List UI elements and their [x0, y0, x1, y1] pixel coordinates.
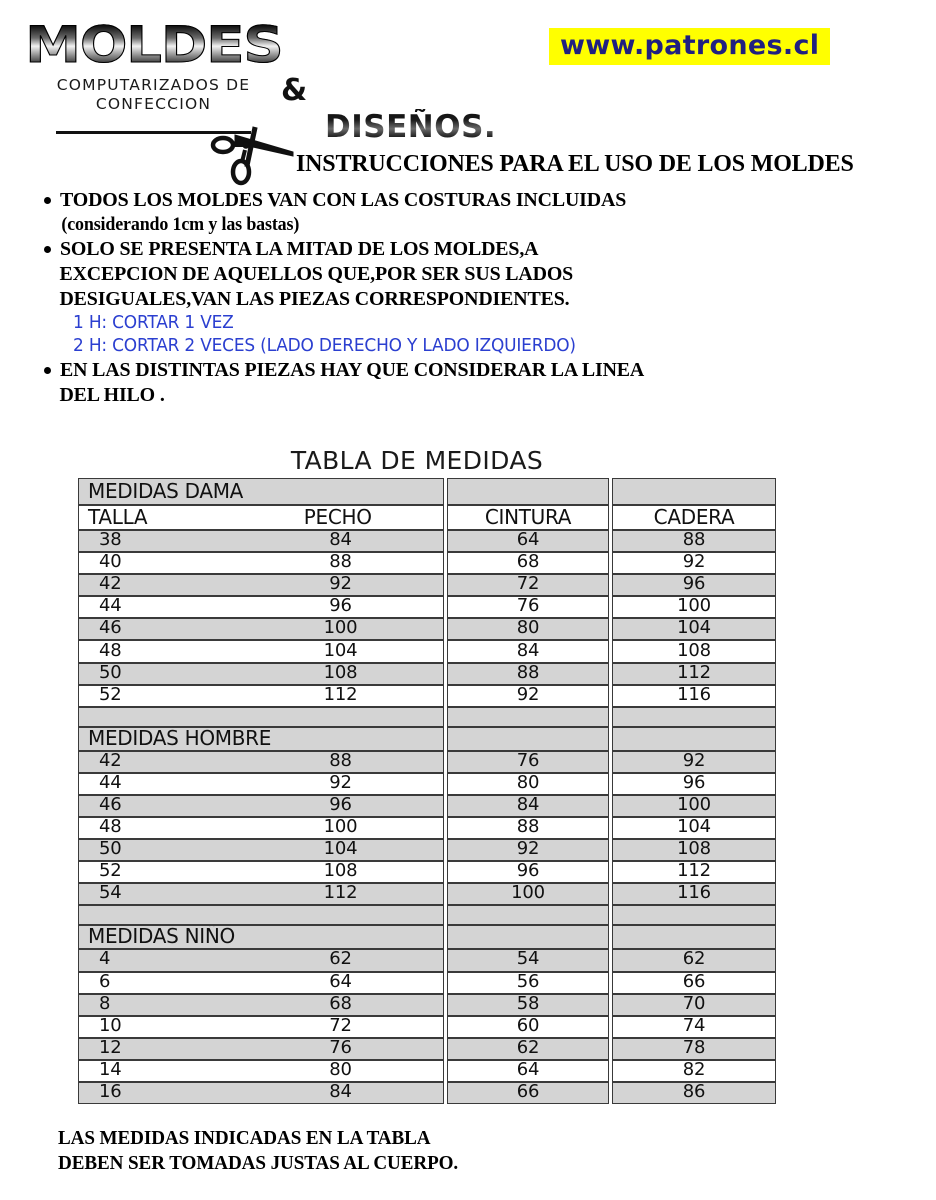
- cell-cintura-value: 60: [516, 1015, 540, 1036]
- cell-cadera: [612, 1060, 776, 1082]
- cell-talla-pecho: [78, 1038, 444, 1060]
- cell-cadera: [612, 839, 776, 861]
- cell-cadera-value: 86: [682, 1081, 706, 1103]
- measurement-row: [78, 552, 776, 574]
- cell-cintura-value: 54: [516, 949, 540, 970]
- section-heading-inner: [79, 728, 443, 750]
- cell-cadera: [612, 1016, 776, 1038]
- cell-pecho: [260, 774, 443, 794]
- cell-pecho: [260, 664, 443, 684]
- cell-cintura-value: 96: [516, 861, 540, 882]
- cell-talla: [79, 597, 260, 617]
- cell-cadera: [612, 773, 776, 795]
- cell-cintura-value: 76: [516, 750, 540, 771]
- cell-pecho: [260, 950, 443, 970]
- cell-talla-pecho: [78, 994, 444, 1016]
- measurement-row: [78, 773, 776, 795]
- cell-cintura-value: 68: [516, 552, 540, 573]
- cell-pecho: [260, 1061, 443, 1081]
- cell-talla-value: 10: [99, 1015, 122, 1036]
- column-header-cadera: [612, 505, 776, 530]
- cell-pecho-value: 68: [329, 993, 352, 1014]
- cell-pecho-value: 76: [329, 1037, 352, 1058]
- cell-talla: [79, 553, 260, 573]
- cell-pecho: [260, 752, 443, 772]
- cell-cadera-value: 108: [677, 839, 711, 860]
- cell-cintura-value: 84: [516, 794, 540, 815]
- cell-talla-value: 46: [99, 794, 122, 815]
- section-heading-spacer-cadera: [612, 727, 776, 751]
- cell-talla: [79, 796, 260, 816]
- cell-talla-pecho: [78, 883, 444, 905]
- cell-pecho: [260, 619, 443, 639]
- section-heading-cell: [78, 727, 444, 751]
- measurement-row: [78, 994, 776, 1016]
- cell-cadera: [612, 817, 776, 839]
- cell-talla-pecho: [78, 640, 444, 662]
- cell-cadera-value: 112: [677, 662, 711, 683]
- cell-talla-value: 48: [99, 817, 122, 838]
- website-url-badge[interactable]: www.patrones.cl: [549, 28, 830, 65]
- cell-talla-value: 50: [99, 662, 122, 683]
- section-heading-row: [78, 727, 776, 751]
- section-heading-text: MEDIDAS DAMA: [88, 478, 244, 503]
- cell-cintura-value: 64: [516, 1059, 540, 1080]
- cell-cadera-value: 96: [682, 574, 706, 595]
- instruction-item-3: [42, 358, 922, 408]
- cell-cadera-value: 112: [677, 861, 711, 882]
- instruction-2-line-2: EXCEPCION DE AQUELLOS QUE,POR SER SUS LADOS: [59, 263, 574, 285]
- cell-talla: [79, 774, 260, 794]
- cell-cintura: [447, 817, 609, 839]
- cell-cadera: [612, 994, 776, 1016]
- measurement-row: [78, 817, 776, 839]
- cell-cintura: [447, 795, 609, 817]
- cell-pecho: [260, 686, 443, 706]
- measurement-row: [78, 685, 776, 707]
- measurement-row: [78, 663, 776, 685]
- cell-pecho-value: 88: [329, 750, 352, 771]
- table-row: [78, 478, 776, 505]
- table-title-text: TABLA DE MEDIDAS: [290, 446, 544, 475]
- cell-cadera: [612, 972, 776, 994]
- measurement-row: [78, 839, 776, 861]
- cell-pecho: [260, 862, 443, 882]
- column-header-cintura: [447, 505, 609, 530]
- cell-cintura: [447, 949, 609, 971]
- ampersand-glyph: &: [281, 73, 308, 108]
- cell-cadera: [612, 552, 776, 574]
- measurement-row: [78, 1038, 776, 1060]
- cell-cintura-value: 84: [516, 640, 540, 661]
- logo-subtitle-line1: COMPUTARIZADOS DE: [56, 76, 251, 94]
- cell-cadera-value: 116: [677, 883, 711, 904]
- column-header-pecho: [255, 506, 444, 529]
- cell-cintura: [447, 640, 609, 662]
- spacer-cell-cintura: [447, 707, 609, 727]
- cell-pecho-value: 104: [323, 839, 358, 860]
- cell-cintura-value: 88: [516, 662, 540, 683]
- cell-cintura: [447, 530, 609, 552]
- cell-pecho-value: 92: [329, 772, 352, 793]
- cell-cintura: [447, 972, 609, 994]
- cell-pecho-value: 100: [323, 817, 358, 838]
- cell-talla-pecho: [78, 773, 444, 795]
- scissors-icon: [205, 118, 300, 186]
- measurement-row: [78, 1060, 776, 1082]
- cell-talla-value: 14: [99, 1059, 122, 1080]
- column-header-talla-pecho: [78, 505, 444, 530]
- table-title: [0, 446, 936, 475]
- cell-cadera-value: 108: [677, 640, 711, 661]
- cell-pecho: [260, 995, 443, 1015]
- spacer-cell-cadera: [612, 905, 776, 925]
- cell-cadera: [612, 596, 776, 618]
- instruction-1-bullet-row: [42, 188, 922, 213]
- cell-talla-pecho: [78, 618, 444, 640]
- column-header-pecho-text: PECHO: [303, 505, 372, 529]
- cell-pecho: [260, 531, 443, 551]
- cell-cintura: [447, 883, 609, 905]
- section-heading-spacer-cintura: [447, 925, 609, 949]
- cell-cadera-value: 92: [682, 552, 706, 573]
- cell-pecho: [260, 796, 443, 816]
- instruction-3-line-1: EN LAS DISTINTAS PIEZAS HAY QUE CONSIDERAR LA LINEA: [60, 359, 645, 381]
- spacer-cell-talla: [78, 707, 444, 727]
- cell-cintura-value: 64: [516, 530, 540, 551]
- cell-cintura-value: 76: [516, 596, 540, 617]
- cell-talla-pecho: [78, 751, 444, 773]
- cell-cintura-value: 92: [516, 684, 540, 705]
- cell-talla-value: 38: [99, 530, 122, 551]
- column-header-talla-text: TALLA: [88, 505, 148, 529]
- measurement-row: [78, 618, 776, 640]
- cell-cadera-value: 62: [682, 949, 706, 970]
- cell-cintura-value: 80: [516, 618, 540, 639]
- logo-subtitle-line2: CONFECCION: [95, 95, 212, 113]
- cell-cintura: [447, 839, 609, 861]
- cell-cintura-value: 100: [511, 883, 545, 904]
- cell-cadera: [612, 1082, 776, 1104]
- section-heading-spacer-cadera: [612, 925, 776, 949]
- cell-talla-value: 42: [99, 750, 122, 771]
- cell-cadera: [612, 1038, 776, 1060]
- spacer-cell-cintura: [447, 905, 609, 925]
- cell-cintura: [447, 1016, 609, 1038]
- cell-cintura: [447, 1038, 609, 1060]
- cell-talla: [79, 752, 260, 772]
- cell-talla-pecho: [78, 530, 444, 552]
- cell-cadera-value: 70: [682, 993, 706, 1014]
- cell-cintura: [447, 1060, 609, 1082]
- cell-pecho-value: 96: [329, 794, 352, 815]
- instructions-list: [42, 188, 922, 408]
- cell-cadera: [612, 530, 776, 552]
- cell-pecho-value: 88: [329, 552, 352, 573]
- cell-talla-pecho: [78, 574, 444, 596]
- instruction-1-line-1: TODOS LOS MOLDES VAN CON LAS COSTURAS INCLUIDAS: [60, 189, 627, 211]
- cell-talla-value: 8: [99, 993, 111, 1014]
- measurement-row: [78, 751, 776, 773]
- footer-line-1: LAS MEDIDAS INDICADAS EN LA TABLA: [58, 1128, 431, 1149]
- cell-talla: [79, 1061, 260, 1081]
- measurement-row: [78, 596, 776, 618]
- cell-cintura: [447, 574, 609, 596]
- cell-pecho: [260, 1083, 443, 1103]
- cell-talla: [79, 950, 260, 970]
- cell-cintura-value: 80: [516, 772, 540, 793]
- cell-talla-pecho: [78, 795, 444, 817]
- column-header-cadera-text: CADERA: [653, 505, 735, 529]
- section-heading-text: MEDIDAS HOMBRE: [88, 726, 272, 750]
- cell-talla-value: 54: [99, 883, 122, 904]
- cell-cadera-value: 78: [682, 1037, 706, 1058]
- cell-cadera-value: 104: [677, 817, 711, 838]
- cell-pecho-value: 84: [329, 1081, 352, 1103]
- column-header-cintura-text: CINTURA: [484, 505, 572, 529]
- measurement-row: [78, 883, 776, 905]
- measurement-row: [78, 640, 776, 662]
- cell-cintura: [447, 751, 609, 773]
- cell-talla: [79, 1083, 260, 1103]
- measurement-row: [78, 1082, 776, 1104]
- cell-cadera: [612, 663, 776, 685]
- cell-cintura: [447, 596, 609, 618]
- cell-talla: [79, 884, 260, 904]
- cell-cintura-value: 88: [516, 817, 540, 838]
- section-spacer-row: [78, 905, 776, 925]
- cell-talla: [79, 664, 260, 684]
- cell-talla: [79, 840, 260, 860]
- section-heading-spacer-cadera: [612, 478, 776, 505]
- cell-pecho-value: 80: [329, 1059, 352, 1080]
- section-heading-row: [78, 925, 776, 949]
- section-heading-inner: [79, 926, 443, 948]
- cell-pecho: [260, 973, 443, 993]
- cell-cadera: [612, 640, 776, 662]
- cell-pecho-value: 100: [323, 618, 358, 639]
- cell-pecho: [260, 641, 443, 661]
- cell-pecho-value: 92: [329, 574, 352, 595]
- cell-cintura-value: 66: [516, 1081, 540, 1103]
- cell-cadera: [612, 751, 776, 773]
- cell-talla-pecho: [78, 1016, 444, 1038]
- cell-talla: [79, 818, 260, 838]
- cell-talla-pecho: [78, 817, 444, 839]
- cell-cadera: [612, 949, 776, 971]
- measurement-row: [78, 795, 776, 817]
- cell-talla: [79, 1039, 260, 1059]
- cell-talla-pecho: [78, 1082, 444, 1104]
- logo-moldes-wordmark: MOLDES: [24, 16, 283, 74]
- cell-talla-pecho: [78, 1060, 444, 1082]
- cell-pecho: [260, 884, 443, 904]
- cell-talla-value: 42: [99, 574, 122, 595]
- cell-talla: [79, 862, 260, 882]
- cell-cadera: [612, 795, 776, 817]
- cell-cadera-value: 82: [682, 1059, 706, 1080]
- cell-cintura-value: 92: [516, 839, 540, 860]
- page-title: INSTRUCCIONES PARA EL USO DE LOS MOLDES: [296, 150, 854, 177]
- cell-pecho: [260, 818, 443, 838]
- cell-pecho-value: 112: [323, 684, 358, 705]
- section-heading-cell: [78, 478, 444, 505]
- cell-talla: [79, 575, 260, 595]
- cell-talla-value: 46: [99, 618, 122, 639]
- cell-talla-pecho: [78, 861, 444, 883]
- cell-pecho: [260, 575, 443, 595]
- cell-talla: [79, 641, 260, 661]
- cell-talla-pecho: [78, 596, 444, 618]
- section-heading-text: MEDIDAS NIÑO: [88, 925, 235, 949]
- cell-talla-pecho: [78, 972, 444, 994]
- brand-logo: [26, 16, 281, 113]
- cell-pecho: [260, 1039, 443, 1059]
- measurement-row: [78, 949, 776, 971]
- cell-talla-value: 6: [99, 971, 111, 992]
- cell-cadera: [612, 883, 776, 905]
- cell-pecho-value: 62: [329, 949, 352, 970]
- instruction-item-2: [42, 237, 922, 358]
- cell-pecho-value: 112: [323, 883, 358, 904]
- cell-talla: [79, 531, 260, 551]
- cell-talla-value: 12: [99, 1037, 122, 1058]
- instruction-3-bullet-row: [42, 358, 922, 383]
- column-header-row: [78, 505, 776, 530]
- cell-cadera-value: 96: [682, 772, 706, 793]
- measurements-table: [78, 478, 776, 1104]
- cell-talla-value: 4: [99, 949, 111, 970]
- cell-cintura: [447, 773, 609, 795]
- cell-cadera: [612, 574, 776, 596]
- cell-talla: [79, 995, 260, 1015]
- measurement-row: [78, 972, 776, 994]
- cell-pecho-value: 108: [323, 861, 358, 882]
- cell-cadera-value: 92: [682, 750, 706, 771]
- cell-talla-pecho: [78, 949, 444, 971]
- cell-cintura: [447, 994, 609, 1016]
- cell-cintura-value: 56: [516, 971, 540, 992]
- cell-pecho-value: 64: [329, 971, 352, 992]
- cell-talla-value: 44: [99, 596, 122, 617]
- instruction-2-line-1: SOLO SE PRESENTA LA MITAD DE LOS MOLDES,A: [60, 238, 539, 260]
- cell-cadera-value: 88: [682, 530, 706, 551]
- cell-pecho-value: 72: [329, 1015, 352, 1036]
- cell-pecho-value: 104: [323, 640, 358, 661]
- cell-pecho: [260, 553, 443, 573]
- cell-cadera: [612, 685, 776, 707]
- cell-cintura: [447, 685, 609, 707]
- footer-line-2: DEBEN SER TOMADAS JUSTAS AL CUERPO.: [58, 1153, 459, 1174]
- spacer-cell-cadera: [612, 707, 776, 727]
- cell-talla-value: 48: [99, 640, 122, 661]
- cell-cintura: [447, 552, 609, 574]
- cell-talla: [79, 619, 260, 639]
- cell-cintura: [447, 618, 609, 640]
- cell-talla-pecho: [78, 839, 444, 861]
- cell-pecho: [260, 1017, 443, 1037]
- measurement-row: [78, 530, 776, 552]
- cell-cintura: [447, 663, 609, 685]
- cell-cadera: [612, 618, 776, 640]
- section-spacer-row: [78, 707, 776, 727]
- cell-pecho-value: 84: [329, 530, 352, 551]
- cell-pecho: [260, 597, 443, 617]
- instruction-2-bullet-row: [42, 237, 922, 262]
- cell-cintura-value: 58: [516, 993, 540, 1014]
- cell-talla-value: 40: [99, 552, 122, 573]
- cell-talla-value: 50: [99, 839, 122, 860]
- spacer-cell-talla: [78, 905, 444, 925]
- measurement-row: [78, 861, 776, 883]
- measurement-row: [78, 574, 776, 596]
- section-heading-spacer-cintura: [447, 478, 609, 505]
- cell-talla-value: 16: [99, 1081, 122, 1103]
- section-heading-inner: [79, 479, 443, 504]
- cell-cadera-value: 66: [682, 971, 706, 992]
- cell-talla-value: 52: [99, 861, 122, 882]
- cell-cintura: [447, 861, 609, 883]
- cell-cadera-value: 100: [677, 596, 711, 617]
- cut-note-1-hoja: 1 H: CORTAR 1 VEZ: [73, 313, 234, 333]
- cut-note-2-hojas: 2 H: CORTAR 2 VECES (LADO DERECHO Y LADO IZQUIERDO): [73, 336, 576, 356]
- cell-talla-pecho: [78, 552, 444, 574]
- cell-talla: [79, 686, 260, 706]
- cell-pecho: [260, 840, 443, 860]
- instruction-2-line-3: DESIGUALES,VAN LAS PIEZAS CORRESPONDIENTES.: [59, 288, 570, 310]
- instruction-item-1: [42, 188, 922, 237]
- cell-cadera-value: 100: [677, 794, 711, 815]
- logo-disenos-wordmark: DISEÑOS.: [325, 109, 497, 145]
- measurement-row: [78, 1016, 776, 1038]
- cell-pecho-value: 96: [329, 596, 352, 617]
- cell-talla-pecho: [78, 685, 444, 707]
- cell-talla: [79, 1017, 260, 1037]
- cell-cintura-value: 62: [516, 1037, 540, 1058]
- cell-cadera-value: 116: [677, 684, 711, 705]
- instruction-1-line-2: (considerando 1cm y las bastas): [61, 215, 300, 235]
- footer-note: [58, 1126, 758, 1176]
- section-heading-cell: [78, 925, 444, 949]
- instruction-3-line-2: DEL HILO .: [59, 384, 165, 406]
- cell-cadera-value: 74: [682, 1015, 706, 1036]
- cell-cintura-value: 72: [516, 574, 540, 595]
- cell-pecho-value: 108: [323, 662, 358, 683]
- cell-talla-pecho: [78, 663, 444, 685]
- cell-talla-value: 44: [99, 772, 122, 793]
- cell-talla-value: 52: [99, 684, 122, 705]
- cell-cadera: [612, 861, 776, 883]
- cell-talla: [79, 973, 260, 993]
- section-heading-spacer-cintura: [447, 727, 609, 751]
- cell-cadera-value: 104: [677, 618, 711, 639]
- cell-cintura: [447, 1082, 609, 1104]
- column-header-talla: [79, 506, 255, 529]
